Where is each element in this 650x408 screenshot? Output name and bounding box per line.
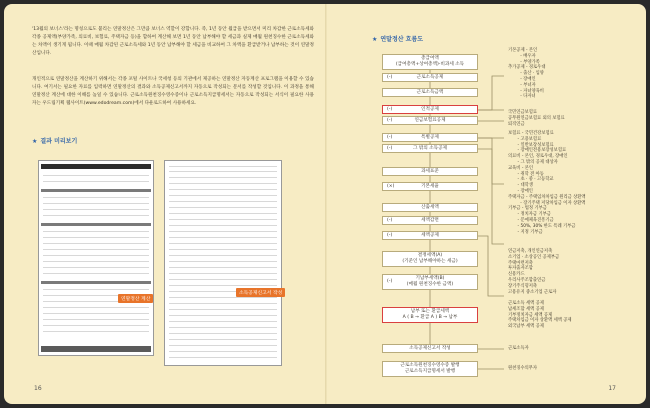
flow-box-personal-deduction: (-) 인적공제 bbox=[382, 105, 478, 114]
note-tax-credit: 근로소득 세액 공제 납세조합 세액 공제 기부정치자금 세액 공제 주택차입금 이자 상환액 세액 공제 외국납부 세액 공제 bbox=[508, 301, 572, 330]
left-page-number: 16 bbox=[34, 385, 42, 392]
note-withholder: 원천징수의무자 bbox=[508, 366, 538, 371]
flow-box-tax-base: 과세표준 bbox=[382, 167, 478, 176]
note-worker: 근로소득자 bbox=[508, 346, 529, 351]
right-page-number: 17 bbox=[608, 385, 616, 392]
flow-box-determined-tax: 결정세액(A) (기준인 납부해야하는 세금) bbox=[382, 251, 478, 267]
note-personal-deduction: 기본공제 - 본인 - 배우자 - 부양가족 추가공제 - 경로우대 - 출산 · 입양 - 장애인 - 부녀자 - 자녀양육비 - 다자녀 bbox=[508, 48, 546, 100]
declaration-badge: 소득공제신고서 작성 bbox=[236, 288, 285, 297]
intro-paragraph: '13월의 보너스'라는 명칭으로도 불리는 연말정산은 그만큼 보너스 역할이 강합니다. 즉, 1년 동안 월급을 받으면서 미리 차감한 근로소득세와 각종 공제액(부양가족, 의료비, 보험료, 주택자금 등)을 합하여 계산해 보면 1년 동안 납부해야 할 세금과 실제 매월 원천징수한 근로소득세와는 차액이 생기게 됩니다. 이때 매월 차감된 근로소득세와 1년 동안 납부해야 할 세금을 비교하여 그 차액을 환급받거나 납부하는 것이 연말정산입니다. bbox=[32, 27, 314, 56]
flow-heading-text: 연말정산 흐름도 bbox=[380, 36, 424, 43]
flow-box-tax-credit: (-) 세액공제 bbox=[382, 231, 478, 240]
flow-box-pension-deduction: (-) 연금보험료공제 bbox=[382, 116, 478, 125]
calc-badge: 연말정산 계산 bbox=[118, 294, 153, 303]
flow-box-other-deduction: (-) 그 밖의 소득공제 bbox=[382, 144, 478, 153]
note-special-deduction: 보험료 - 국민건강보험료 - 고용보험료 - 일반보장성보험료 - 장애인전용보장성보험료 의료비 - 본인, 경로우대, 장애인 - 그 밖의 공제 대상자 교육비 - 본인 - 취학 전 아동 - 초 · 중 · 고등학교 - 대학생 - 장애인 주택자금 - 주택임차차입금 원리금 상환액 - 장기주택 저당차입금 이자 상환액 기부금 - 법정 기부금 - 정치자금 기부금 - 문예체육진흥기금 - 50%, 30% 한도 특례 기부금 - 지정 기부금 bbox=[508, 131, 586, 235]
preview-heading-text: 결과 미리보기 bbox=[40, 138, 78, 145]
flow-box-computed-tax: 산출세액 bbox=[382, 203, 478, 212]
book-spread bbox=[4, 4, 646, 404]
note-pension-deduction: 국민연금보험료 공무원연금보험료 외의 보험료 퇴직연금 bbox=[508, 110, 565, 127]
method-paragraph: 개인적으로 연말정산을 계산하기 위해서는 각종 포털 사이트나 국세청 등의 기관에서 제공하는 연말정산 자동계산 프로그램을 이용할 수 있습니다. 여기서는 필요한 자료를 입력하면 연말정산의 결과와 소득공제신고서까지 자동으로 작성되는 문서를 작성할 것입니다. 이 과정을 통해 연말정산 계산에 대한 이해를 높일 수 있습니다. 근로소득원천징수영수증이나 근로소득지급명세서는 자동으로 작성되는 서식이 필요한 사용자는 우드림기획 웹사이트(www.edodream.com)에서 다운로드하여 사용하세요. bbox=[32, 77, 314, 106]
star-icon: ★ bbox=[372, 36, 378, 43]
star-icon: ★ bbox=[32, 138, 38, 145]
flow-box-declaration: 소득공제신고서 작성 bbox=[382, 344, 478, 353]
flow-box-total-salary: 총급여액 (급여총액+상여총액)-비과세 소득 bbox=[382, 54, 478, 70]
flow-box-basic-rate: (×) 기본세율 bbox=[382, 182, 478, 191]
flow-box-special-deduction: (-) 특별공제 bbox=[382, 133, 478, 142]
flow-box-prepaid-tax: (-) 기납부세액(B) (매월 원천징수한 금액) bbox=[382, 274, 478, 290]
flow-box-tax-reduction: (-) 세액감면 bbox=[382, 216, 478, 225]
flow-box-payment-refund: 납부 또는 환급세액 A ( B → 환급 A ) B → 납부 bbox=[382, 307, 478, 323]
flow-box-earned-deduction: (-) 근로소득공제 bbox=[382, 73, 478, 82]
flow-box-issue-receipts: 근로소득원천징수영수증 발행 근로소득지급명세서 발행 bbox=[382, 361, 478, 377]
note-other-deduction: 연금저축, 개인연금저축 소기업 · 소상공인 공제부금 주택마련저축 투자출자조합 신용카드 우리사주조합출연금 장기주식형저축 고용유지 중소기업 근로자 bbox=[508, 249, 560, 295]
flow-box-earned-income: 근로소득금액 bbox=[382, 88, 478, 97]
